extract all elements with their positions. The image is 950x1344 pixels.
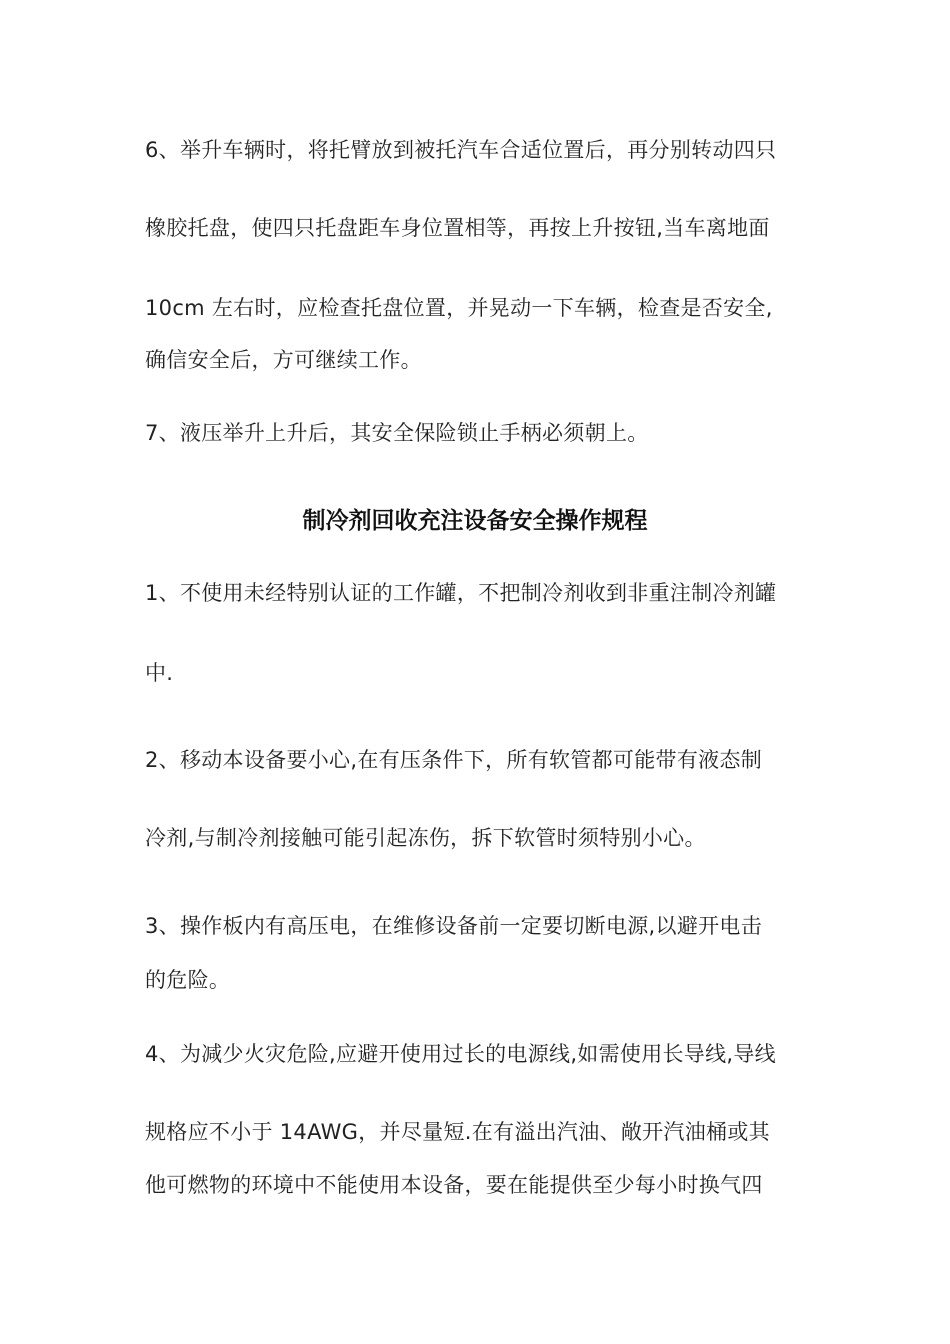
paragraph-6-line-2: 橡胶托盘，使四只托盘距车身位置相等，再按上升按钮,当车离地面	[145, 216, 770, 240]
item-4-line-1: 4、为减少火灾危险,应避开使用过长的电源线,如需使用长导线,导线	[145, 1042, 776, 1066]
item-1-line-2: 中.	[145, 661, 174, 685]
item-4-line-2: 规格应不小于 14AWG，并尽量短.在有溢出汽油、敞开汽油桶或其	[145, 1120, 770, 1144]
paragraph-7-line-1: 7、液压举升上升后，其安全保险锁止手柄必须朝上。	[145, 421, 649, 445]
item-3-line-1: 3、操作板内有高压电，在维修设备前一定要切断电源,以避开电击	[145, 914, 763, 938]
paragraph-6-line-4: 确信安全后，方可继续工作。	[145, 348, 422, 372]
item-2-line-2: 冷剂,与制冷剂接触可能引起冻伤，拆下软管时须特别小心。	[145, 826, 706, 850]
item-4-line-3: 他可燃物的环境中不能使用本设备，要在能提供至少每小时换气四	[145, 1173, 763, 1197]
section-heading: 制冷剂回收充注设备安全操作规程	[302, 508, 648, 534]
paragraph-6-line-3: 10cm 左右时，应检查托盘位置，并晃动一下车辆，检查是否安全,	[145, 296, 773, 320]
item-3-line-2: 的危险。	[145, 968, 231, 992]
item-1-line-1: 1、不使用未经特别认证的工作罐，不把制冷剂收到非重注制冷剂罐	[145, 581, 777, 605]
paragraph-6-line-1: 6、举升车辆时，将托臂放到被托汽车合适位置后，再分别转动四只	[145, 138, 777, 162]
item-2-line-1: 2、移动本设备要小心,在有压条件下，所有软管都可能带有液态制	[145, 748, 763, 772]
